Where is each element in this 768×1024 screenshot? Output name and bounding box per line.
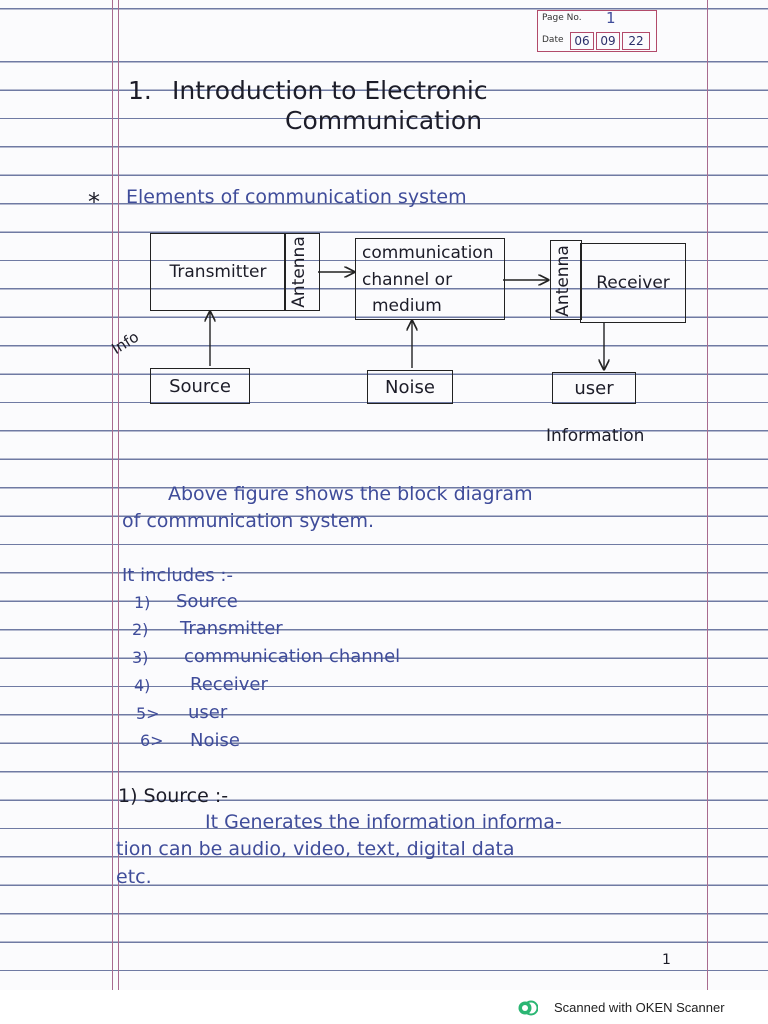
list-item-num: 3): [132, 648, 149, 667]
source-label: Source: [169, 375, 231, 397]
page-mark: 1: [662, 952, 671, 968]
scanner-footer: [0, 990, 768, 1024]
channel-line2: channel or: [362, 270, 453, 290]
list-item-num: 1): [134, 593, 151, 612]
date-label: Date: [542, 35, 564, 45]
receiver-label: Receiver: [596, 273, 670, 293]
list-item-text: communication channel: [184, 646, 401, 667]
antenna-right-label: Antenna: [552, 245, 573, 317]
transmitter-label: Transmitter: [169, 262, 267, 282]
scanner-watermark-text: Scanned with OKEN Scanner: [554, 1000, 725, 1015]
page-no-label: Page No.: [542, 13, 582, 23]
list-item-num: 2): [132, 620, 149, 639]
page-no-value: 1: [606, 9, 616, 27]
noise-label: Noise: [385, 376, 435, 398]
channel-line1: communication: [362, 243, 494, 263]
includes-intro: It includes :-: [122, 565, 233, 586]
list-item-num: 5>: [136, 704, 160, 723]
channel-line3: medium: [372, 296, 442, 316]
list-item-num: 4): [134, 676, 151, 695]
section-heading: Elements of communication system: [126, 186, 467, 208]
list-item-text: user: [188, 702, 228, 723]
information-label: Information: [546, 426, 645, 446]
list-item-text: Transmitter: [180, 618, 283, 639]
source-heading: 1) Source :-: [118, 785, 229, 807]
date-month: 09: [596, 32, 620, 50]
source-text-line2: tion can be audio, video, text, digital data: [116, 838, 515, 860]
paragraph-line1: Above figure shows the block diagram: [168, 483, 533, 505]
source-text-line1: It Generates the information informa-: [205, 811, 562, 833]
list-item-text: Receiver: [190, 674, 268, 695]
info-label: Info: [108, 327, 143, 358]
list-item-num: 6>: [140, 731, 164, 750]
title-number: 1.: [128, 76, 152, 105]
section-bullet: *: [88, 188, 100, 216]
source-text-line3: etc.: [116, 866, 152, 888]
date-year: 22: [622, 32, 650, 50]
title-line2: Communication: [285, 106, 483, 135]
user-label: user: [574, 377, 614, 399]
paragraph-line2: of communication system.: [122, 510, 375, 532]
list-item-text: Noise: [190, 730, 240, 751]
date-day: 06: [570, 32, 594, 50]
oken-scanner-logo-icon: [518, 1000, 538, 1016]
title-line1: Introduction to Electronic: [172, 76, 488, 105]
list-item-text: Source: [176, 591, 238, 612]
antenna-left-label: Antenna: [288, 236, 309, 308]
